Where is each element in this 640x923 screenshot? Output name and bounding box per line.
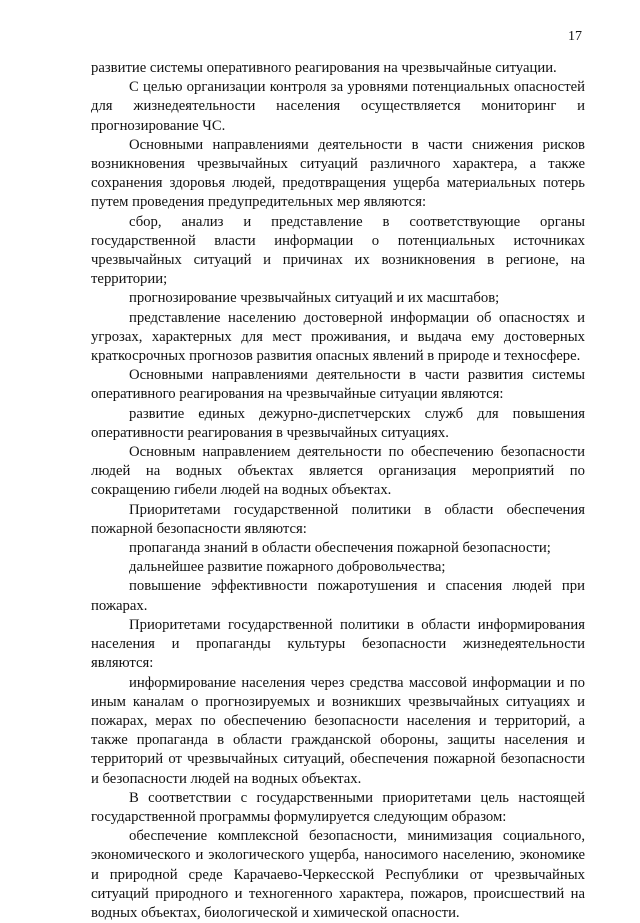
paragraph: С целью организации контроля за уровнями потенциальных опасностей для жизнедеятельности населения осуществляется мониторинг и прогнозирование ЧС. <box>91 79 585 134</box>
list-item: информирование населения через средства массовой информации и по иным каналам о прогнозируемых и возникших чрезвычайных ситуациях и пожарах, мерах по обеспечению безопасности населения и территорий, а также пропаганда в области гражданской обороны, защиты населения и территорий от чрезвычайных ситуаций, обеспечения пожарной безопасности и безопасности людей на водных объектах. <box>91 674 585 787</box>
document-body <box>91 59 585 923</box>
list-item: повышение эффективности пожаротушения и спасения людей при пожарах. <box>91 578 585 614</box>
paragraph: развитие системы оперативного реагирования на чрезвычайные ситуации. <box>91 60 557 76</box>
list-item: пропаганда знаний в области обеспечения пожарной безопасности; <box>129 540 551 557</box>
list-item: представление населению достоверной информации об опасностях и угрозах, характерных для мест проживания, и выдача ему достоверных краткосрочных прогнозов развития опасных явлений в природе и техносфере. <box>91 309 585 365</box>
list-item: дальнейшее развитие пожарного добровольчества; <box>129 559 446 576</box>
paragraph: В соответствии с государственными приоритетами цель настоящей государственной программы формулируется следующим образом: <box>91 789 585 825</box>
paragraph: Приоритетами государственной политики в области информирования населения и пропаганды культуры безопасности жизнедеятельности являются: <box>91 616 585 672</box>
list-item: обеспечение комплексной безопасности, минимизация социального, экономического и экологического ущерба, наносимого населению, экономике и природной среде Карачаево-Черкесской Республики от чрезвычайных ситуаций природного и техногенного характера, пожаров, происшествий на водных объектах, биологической и химической опасности. <box>91 828 585 921</box>
paragraph: Основным направлением деятельности по обеспечению безопасности людей на водных объектах является организация мероприятий по сокращению гибели людей на водных объектах. <box>91 444 585 499</box>
page-number: 17 <box>568 29 582 44</box>
paragraph: Основными направлениями деятельности в части развития системы оперативного реагирования на чрезвычайные ситуации являются: <box>91 367 585 403</box>
list-item: сбор, анализ и представление в соответствующие органы государственной власти информации о потенциальных источниках чрезвычайных ситуаций и причинах их возникновения в регионе, на территории; <box>91 213 585 288</box>
list-item: прогнозирование чрезвычайных ситуаций и их масштабов; <box>129 290 500 307</box>
paragraph: Приоритетами государственной политики в области обеспечения пожарной безопасности являются: <box>91 501 585 537</box>
list-item: развитие единых дежурно-диспетчерских служб для повышения оперативности реагирования в чрезвычайных ситуациях. <box>91 405 585 441</box>
paragraph: Основными направлениями деятельности в части снижения рисков возникновения чрезвычайных ситуаций различного характера, а также сохранения здоровья людей, предотвращения ущерба материальных потерь путем проведения предупредительных мер являются: <box>91 136 585 211</box>
